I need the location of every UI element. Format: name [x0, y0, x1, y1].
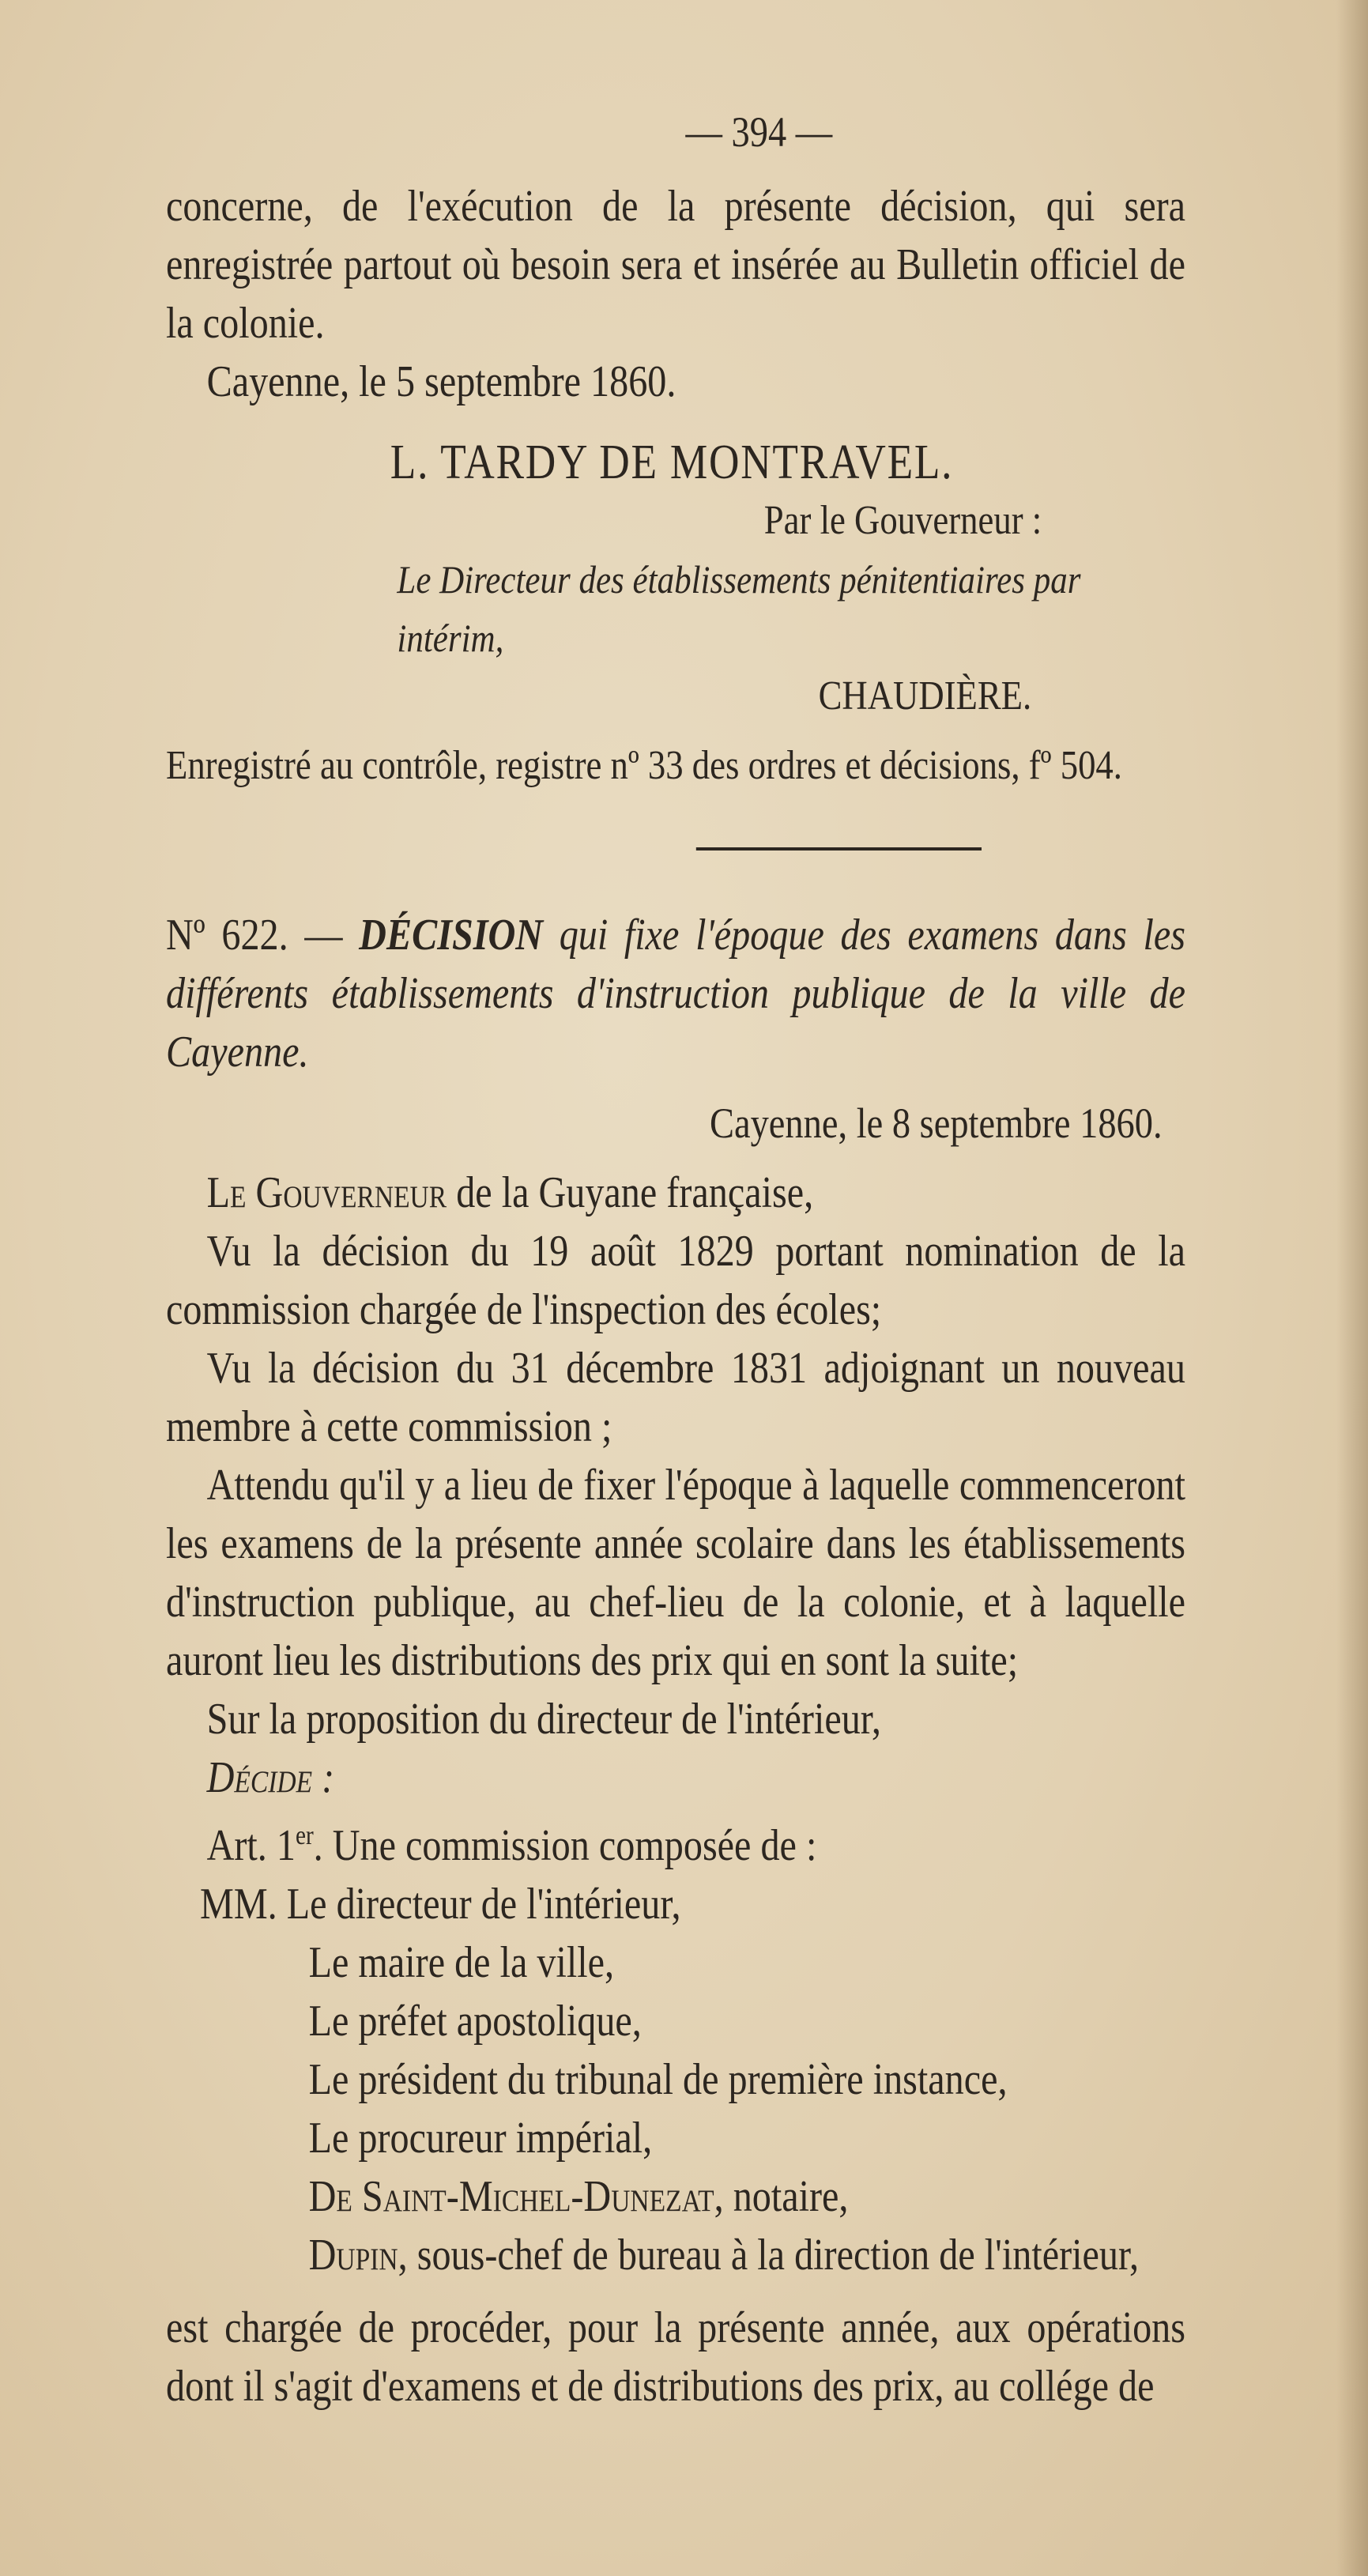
decision-date: Cayenne, le 8 septembre 1860. [710, 1099, 1163, 1147]
gouverneur-smallcaps: Le Gouverneur [206, 1168, 447, 1217]
member-item: Le président du tribunal de première instance, [308, 2055, 1008, 2104]
section-divider [696, 847, 982, 850]
members-mm: MM. [200, 1880, 277, 1929]
members-first [200, 1875, 1185, 1933]
decision-title: qui fixe l'époque des examens dans les différents établissements d'instruction publique de la ville de Cayenne. [166, 911, 1185, 1077]
vu-2: Vu la décision du 31 décembre 1831 adjoignant un nouveau membre à cette commission ; [166, 1344, 1186, 1451]
members-list [166, 1875, 1185, 2284]
member-dupin [254, 2226, 1185, 2284]
decision-dash: — [288, 911, 360, 960]
article-1-sup: er [295, 1821, 314, 1850]
text-body [166, 103, 1185, 2416]
decision-keyword: DÉCISION [359, 911, 544, 960]
article-1 [166, 1807, 1185, 1875]
signatory-name: L. TARDY DE MONTRAVEL. [390, 436, 954, 489]
registration-note: Enregistré au contrôle, registre nº 33 des ordres et décisions, fº 504. [166, 743, 1122, 788]
attendu: Attendu qu'il y a lieu de fixer l'époque à laquelle commenceront les examens de la présente année scolaire dans les établissements d'instruction publique, au chef-lieu de la colonie, et à laquelle auront lieu les distributions des prix qui en sont la suite; [166, 1461, 1186, 1685]
notaire-role: , notaire, [714, 2172, 849, 2221]
proposition: Sur la proposition du directeur de l'intérieur, [206, 1695, 881, 1744]
notaire-name: De Saint-Michel-Dunezat [308, 2172, 714, 2221]
article-1-prefix: Art. 1 [206, 1821, 296, 1870]
gouverneur-rest: de la Guyane française, [447, 1168, 814, 1217]
directeur-name: CHAUDIÈRE. [818, 673, 1032, 718]
member-item: Le préfet apostolique, [308, 1997, 642, 2046]
vu-1: Vu la décision du 19 août 1829 portant nomination de la commission chargée de l'inspection des écoles; [166, 1227, 1186, 1334]
page-edge-shadow [1336, 0, 1368, 2576]
decide: Décide : [206, 1753, 335, 1802]
par-le-gouverneur: Par le Gouverneur : [763, 498, 1042, 543]
dupin-role: , sous-chef de bureau à la direction de l'intérieur, [398, 2231, 1140, 2280]
page-number: — 394 — [685, 108, 833, 156]
dupin-name: Dupin [308, 2231, 398, 2280]
decision-number: Nº 622. [166, 911, 288, 960]
member-directeur: Le directeur de l'intérieur, [286, 1880, 681, 1929]
member-item: Le procureur impérial, [308, 2114, 653, 2163]
gouverneur-line [166, 1164, 1185, 1222]
article-1-rest: . Une commission composée de : [313, 1821, 817, 1870]
member-notaire [254, 2167, 1185, 2226]
decision-heading [166, 906, 1185, 1081]
directeur-title: Le Directeur des établissements pénitentiaires par intérim, [397, 557, 1081, 660]
opening-paragraph: concerne, de l'exécution de la présente décision, qui sera enregistrée partout où besoin sera et insérée au Bulletin officiel de la colonie. [166, 182, 1185, 348]
date-line-1: Cayenne, le 5 septembre 1860. [206, 357, 676, 406]
member-item: Le maire de la ville, [308, 1938, 615, 1987]
final-paragraph: est chargée de procéder, pour la présente année, aux opérations dont il s'agit d'examens et de distributions des prix, au collége de [166, 2303, 1185, 2411]
